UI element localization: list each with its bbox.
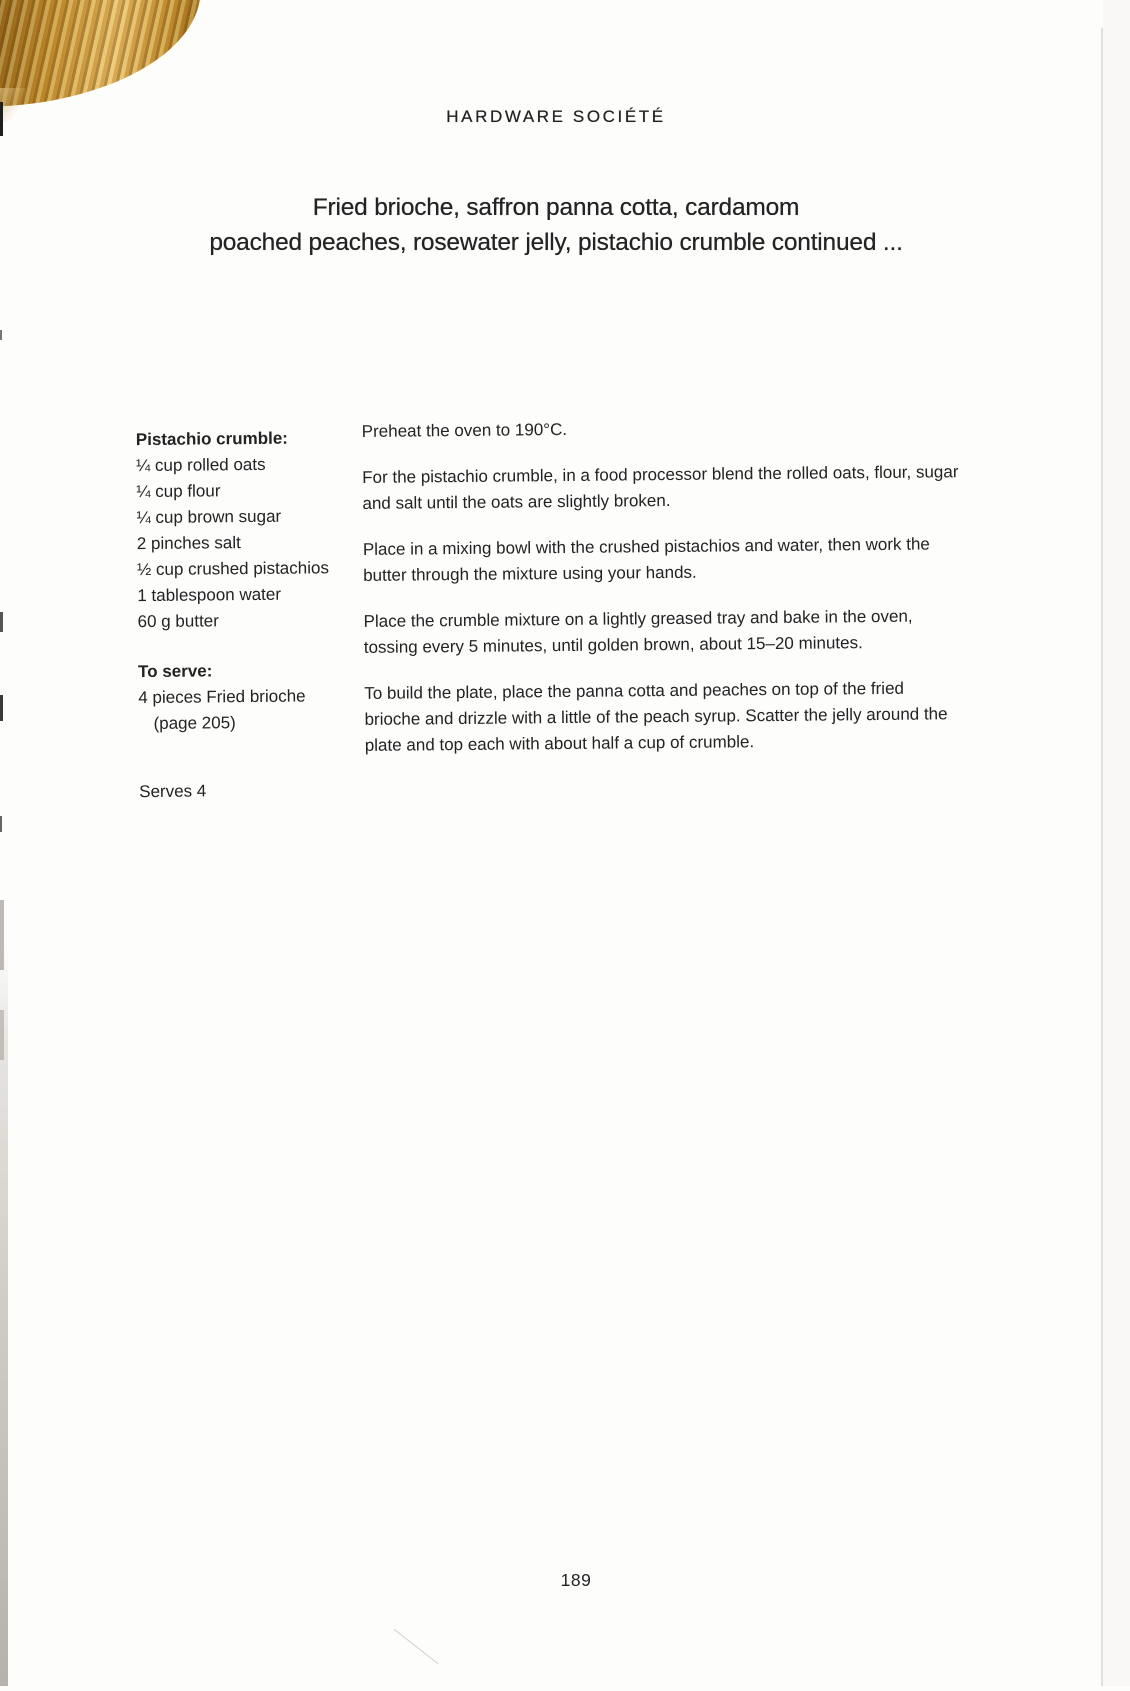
page-number: 189 xyxy=(560,1570,592,1590)
ingredients-list-serve xyxy=(138,683,363,737)
method-paragraph: Preheat the oven to 190°C. xyxy=(361,419,568,441)
ingredients-heading-serve: To serve: xyxy=(137,661,213,682)
to-serve-block xyxy=(138,657,364,737)
ingredients-heading-crumble: Pistachio crumble: xyxy=(135,428,289,450)
ingredient-item: 2 pinches salt xyxy=(136,533,241,554)
recipe-title-line2: poached peaches, rosewater jelly, pistachio crumble continued ... xyxy=(209,229,903,256)
ingredient-item: 1 tablespoon water xyxy=(137,584,282,606)
ingredient-item: 4 pieces Fried brioche xyxy=(138,686,306,708)
method-paragraph: Place in a mixing bowl with the crushed pistachios and water, then work the butter through the mixture using your hands. xyxy=(362,534,930,585)
ingredient-item: ½ cup crushed pistachios xyxy=(136,558,329,580)
method-column xyxy=(362,413,965,779)
recipe-title-line1: Fried brioche, saffron panna cotta, cardamom xyxy=(312,194,800,221)
ingredient-item: (page 205) xyxy=(153,713,236,733)
ingredients-column xyxy=(136,425,365,805)
ingredient-item: ¼ cup brown sugar xyxy=(136,506,282,528)
ingredients-list-crumble xyxy=(136,451,363,635)
ingredient-item: ¼ cup rolled oats xyxy=(135,454,266,476)
method-paragraph: To build the plate, place the panna cotta and peaches on top of the fried brioche and drizzle with a little of the peach syrup. Scatter the jelly around the plate and top each with about half a cup of crumble. xyxy=(364,678,948,755)
method-paragraph: For the pistachio crumble, in a food processor blend the rolled oats, flour, sugar and salt until the oats are slightly broken. xyxy=(362,462,959,513)
ingredient-item: ¼ cup flour xyxy=(136,481,221,502)
method-paragraph: Place the crumble mixture on a lightly greased tray and bake in the oven, tossing every 5 minutes, until golden brown, about 15–20 minutes. xyxy=(363,606,913,657)
book-header: HARDWARE SOCIÉTÉ xyxy=(446,107,666,126)
serves-label: Serves 4 xyxy=(139,781,207,802)
ingredient-item: 60 g butter xyxy=(137,611,219,632)
